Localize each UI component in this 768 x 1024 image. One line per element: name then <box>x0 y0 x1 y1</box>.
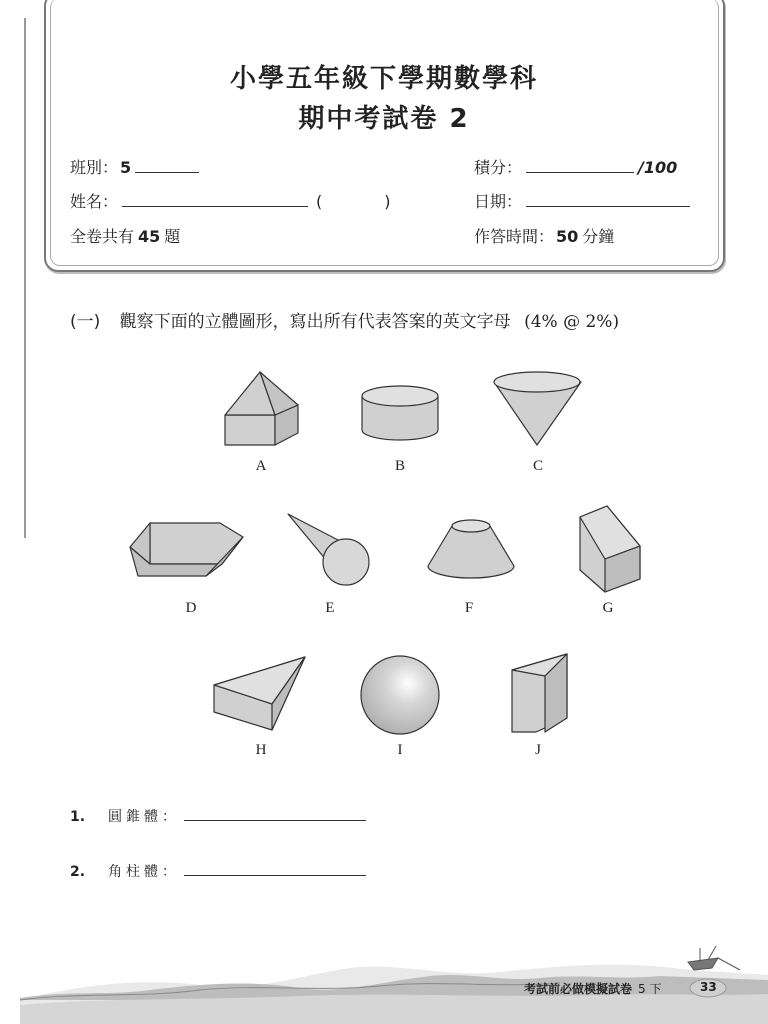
label-f: F <box>464 600 474 616</box>
date-label: 日期： <box>474 192 523 211</box>
time-unit: 分鐘 <box>582 227 615 246</box>
question-2-number: 2. <box>70 864 86 880</box>
label-c: C <box>532 458 544 474</box>
shape-c <box>494 372 581 445</box>
question-2-answer-line[interactable] <box>184 863 366 876</box>
time-value: 50 <box>556 227 579 246</box>
label-a: A <box>255 458 267 474</box>
label-j: J <box>535 742 541 758</box>
shape-j <box>512 654 567 732</box>
section-marks: (4% @ 2%) <box>524 312 620 332</box>
footer-title: 考試前必做模擬試卷 <box>524 982 633 996</box>
question-2 <box>70 861 366 881</box>
question-1-answer-line[interactable] <box>184 808 366 821</box>
total-questions-prefix: 全卷共有 <box>70 227 135 246</box>
section-instruction: 觀察下面的立體圖形，寫出所有代表答案的英文字母 <box>119 312 511 332</box>
score-label: 積分： <box>474 158 523 177</box>
shape-i <box>361 656 439 734</box>
shape-a <box>225 372 298 445</box>
exam-title: 小學五年級下學期數學科 <box>229 64 538 94</box>
exam-subtitle: 期中考試卷 2 <box>298 104 470 134</box>
footer-waves <box>0 930 768 1024</box>
page-number: 33 <box>700 980 717 994</box>
label-i: I <box>397 742 403 758</box>
total-questions-value: 45 <box>138 227 161 246</box>
class-value: 5 <box>120 158 132 177</box>
question-1-text: 圓錐體： <box>108 809 180 825</box>
score-total: /100 <box>638 158 678 177</box>
shape-b <box>362 386 438 440</box>
footer-grade: 5 下 <box>638 982 662 996</box>
shape-d <box>130 523 243 576</box>
class-label: 班別： <box>70 158 119 177</box>
boat-icon <box>688 946 740 970</box>
shape-g <box>580 506 640 592</box>
question-1-number: 1. <box>70 809 86 825</box>
question-1 <box>70 806 366 826</box>
section-number: (一) <box>70 312 101 332</box>
paren-close: ) <box>384 192 391 211</box>
question-2-text: 角柱體： <box>108 864 180 880</box>
paren-open: ( <box>316 192 323 211</box>
label-e: E <box>325 600 335 616</box>
name-label: 姓名： <box>70 192 119 211</box>
label-g: G <box>602 600 614 616</box>
label-h: H <box>255 742 267 758</box>
label-b: B <box>394 458 406 474</box>
total-questions-suffix: 題 <box>164 227 181 246</box>
footer-book-title <box>524 980 661 997</box>
shape-h <box>214 657 305 730</box>
label-d: D <box>185 600 197 616</box>
shape-f <box>428 520 514 578</box>
shape-e <box>288 514 369 585</box>
time-label: 作答時間： <box>474 227 555 246</box>
